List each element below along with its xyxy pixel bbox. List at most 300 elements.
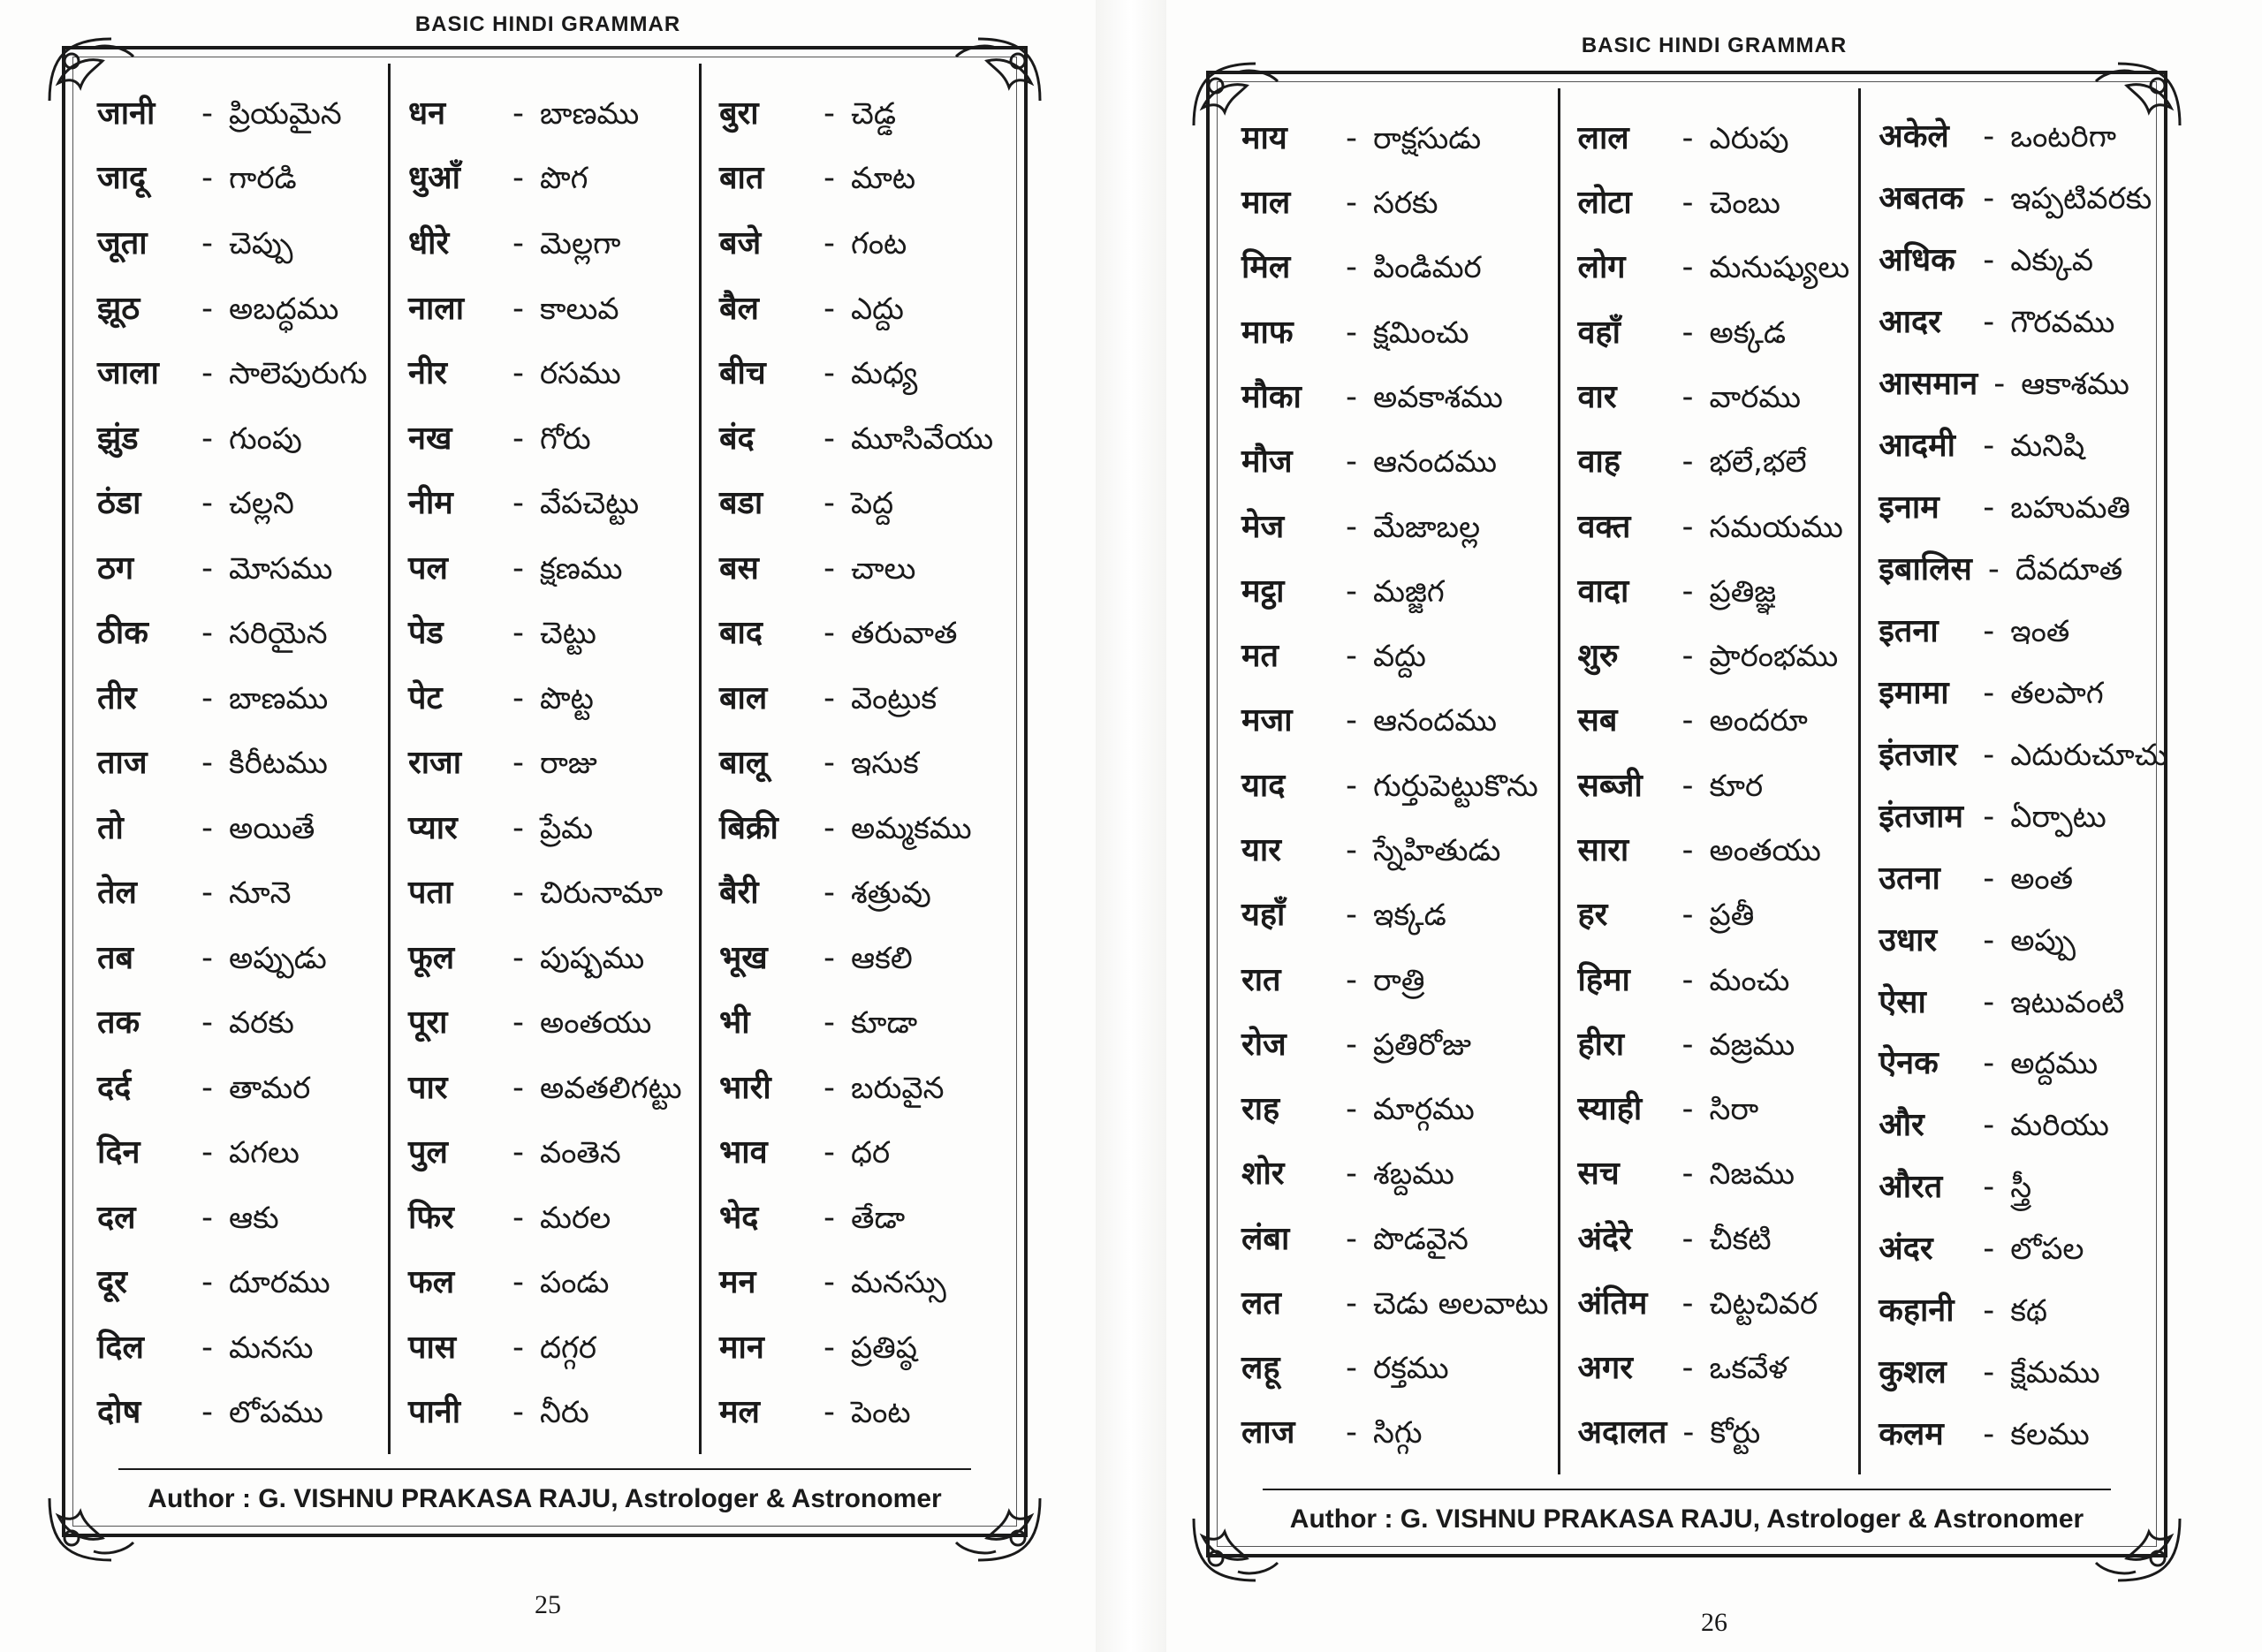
vocab-entry: [719, 616, 1001, 651]
telugu-meaning: మెల్లగా: [540, 225, 621, 261]
vocab-entry: [719, 681, 1001, 716]
telugu-meaning: పండు: [540, 1265, 610, 1301]
page-header: BASIC HINDI GRAMMAR: [414, 12, 681, 36]
separator-dash: -: [824, 1069, 835, 1106]
telugu-meaning: సాలెపురుగు: [229, 356, 368, 392]
hindi-word: बैल: [719, 290, 759, 327]
telugu-meaning: వేపచెట్టు: [540, 486, 640, 522]
telugu-meaning: పెంట: [851, 1395, 911, 1431]
vocab-entry: [408, 681, 690, 716]
separator-dash: -: [1983, 921, 1995, 959]
vocab-entry: [1879, 861, 2167, 897]
separator-dash: -: [1681, 249, 1694, 286]
telugu-meaning: వరకు: [229, 1005, 294, 1042]
hindi-word: दर्द: [97, 1069, 132, 1106]
vocab-entry: [1578, 1286, 1850, 1322]
separator-dash: -: [824, 160, 835, 197]
hindi-word: बस: [719, 549, 759, 587]
vocab-column: [699, 64, 1010, 1454]
vocab-column: [1224, 88, 1558, 1474]
left-page: [0, 0, 1096, 1652]
vocab-entry: [1578, 186, 1850, 221]
hindi-word: इमामा: [1879, 674, 1949, 711]
telugu-meaning: గోరు: [540, 421, 591, 457]
separator-dash: -: [1346, 961, 1357, 998]
telugu-meaning: బాణము: [540, 95, 640, 132]
vocab-entry: [408, 746, 690, 781]
vocab-entry: [408, 616, 690, 651]
hindi-word: औरत: [1879, 1169, 1943, 1206]
vocab-entry: [719, 811, 1001, 846]
telugu-meaning: పుష్పము: [540, 940, 645, 976]
hindi-word: राह: [1241, 1091, 1280, 1128]
vocab-entry: [719, 96, 1001, 132]
hindi-word: सब: [1577, 702, 1618, 739]
separator-dash: -: [201, 420, 213, 457]
telugu-meaning: పొడవైన: [1373, 1221, 1469, 1257]
vocab-entry: [1241, 963, 1549, 998]
telugu-meaning: స్నేహితుడు: [1373, 832, 1501, 868]
vocab-entry: [408, 811, 690, 846]
vocab-column: [80, 64, 388, 1454]
telugu-meaning: ప్రతిజ్ఞ: [1709, 573, 1777, 610]
vocab-entry: [1578, 315, 1850, 351]
hindi-word: मत: [1241, 638, 1279, 675]
vocab-entry: [97, 811, 379, 846]
telugu-meaning: అంతయు: [540, 1005, 652, 1042]
hindi-word: नख: [408, 420, 452, 457]
separator-dash: -: [201, 355, 213, 392]
vocab-column: [388, 64, 699, 1454]
vocab-entry: [719, 941, 1001, 976]
telugu-meaning: ప్రతీ: [1709, 898, 1755, 934]
hindi-word: माल: [1241, 185, 1291, 222]
separator-dash: -: [1346, 831, 1357, 868]
separator-dash: -: [824, 355, 835, 392]
vocab-entry: [1241, 1351, 1549, 1386]
telugu-meaning: ఇక్కడ: [1373, 898, 1446, 934]
vocab-entry: [1578, 963, 1850, 998]
separator-dash: -: [824, 290, 835, 327]
vocab-entry: [1578, 444, 1850, 480]
telugu-meaning: పగలు: [229, 1135, 300, 1171]
separator-dash: -: [201, 809, 213, 846]
hindi-word: मौज: [1241, 443, 1293, 481]
separator-dash: -: [201, 939, 213, 976]
separator-dash: -: [1681, 443, 1694, 481]
vocab-entry: [97, 551, 379, 587]
hindi-word: अंदर: [1879, 1231, 1933, 1268]
vocab-entry: [719, 1201, 1001, 1236]
page-number: 25: [535, 1590, 561, 1619]
separator-dash: -: [201, 290, 213, 327]
hindi-word: लहू: [1241, 1350, 1280, 1387]
hindi-word: फिर: [408, 1199, 454, 1236]
hindi-word: और: [1879, 1107, 1924, 1144]
separator-dash: -: [824, 939, 835, 976]
telugu-meaning: వారము: [1709, 379, 1802, 415]
separator-dash: -: [1987, 550, 2000, 587]
author-credit: Author : G. VISHNU PRAKASA RAJU, Astrologer & Astronomer: [1289, 1504, 2084, 1534]
vocab-entry: [1241, 769, 1549, 804]
hindi-word: अदालत: [1577, 1414, 1667, 1451]
telugu-meaning: లోపము: [229, 1395, 323, 1431]
separator-dash: -: [512, 160, 524, 197]
telugu-meaning: ప్రతిష్ఠ: [851, 1330, 918, 1366]
telugu-meaning: రాక్షసుడు: [1373, 120, 1482, 156]
telugu-meaning: గంట: [851, 225, 907, 261]
hindi-word: पास: [408, 1329, 457, 1366]
hindi-word: दल: [97, 1199, 136, 1236]
telugu-meaning: శబ్దము: [1373, 1156, 1454, 1193]
hindi-word: हर: [1577, 897, 1608, 934]
hindi-word: स्याही: [1577, 1091, 1643, 1128]
separator-dash: -: [1983, 1292, 1995, 1330]
vocab-entry: [719, 551, 1001, 587]
vocab-entry: [1879, 119, 2167, 155]
telugu-meaning: నిజము: [1709, 1156, 1795, 1193]
separator-dash: -: [1346, 767, 1357, 804]
separator-dash: -: [512, 290, 524, 327]
hindi-word: माय: [1241, 119, 1287, 156]
hindi-word: तेल: [97, 875, 137, 912]
hindi-word: दूर: [97, 1264, 127, 1301]
separator-dash: -: [824, 224, 835, 261]
vocab-entry: [719, 356, 1001, 391]
vocab-entry: [1578, 1415, 1850, 1451]
separator-dash: -: [1346, 572, 1357, 610]
telugu-meaning: మంచు: [1709, 962, 1790, 998]
telugu-meaning: గుర్తుపెట్టుకొను: [1373, 768, 1538, 804]
telugu-meaning: స్త్రీ: [2010, 1170, 2032, 1206]
hindi-word: इंतजाम: [1879, 798, 1963, 835]
telugu-meaning: చిరునామా: [540, 875, 664, 912]
hindi-word: यार: [1241, 831, 1281, 868]
separator-dash: -: [201, 1394, 213, 1431]
separator-dash: -: [1681, 378, 1694, 415]
separator-dash: -: [824, 95, 835, 132]
telugu-meaning: లోపల: [2010, 1231, 2084, 1268]
vocab-entry: [1241, 1286, 1549, 1322]
telugu-meaning: చెట్టు: [540, 616, 596, 652]
author-divider: [1263, 1489, 2111, 1490]
separator-dash: -: [1983, 242, 1995, 279]
telugu-meaning: చెడు అలవాటు: [1373, 1285, 1549, 1322]
vocab-entry: [408, 1201, 690, 1236]
vocab-entry: [1879, 614, 2167, 649]
hindi-word: लाल: [1577, 119, 1629, 156]
hindi-word: पानी: [408, 1394, 461, 1431]
separator-dash: -: [512, 420, 524, 457]
vocab-entry: [719, 746, 1001, 781]
vocab-entry: [97, 1330, 379, 1366]
separator-dash: -: [1983, 180, 1995, 217]
separator-dash: -: [824, 1329, 835, 1366]
separator-dash: -: [201, 1329, 213, 1366]
telugu-meaning: భలే,భలే: [1709, 444, 1807, 481]
separator-dash: -: [1983, 118, 1995, 155]
vocab-entry: [97, 356, 379, 391]
separator-dash: -: [1346, 119, 1357, 156]
telugu-meaning: మరియు: [2010, 1108, 2109, 1144]
hindi-word: अंतिम: [1577, 1284, 1648, 1322]
hindi-word: मिल: [1241, 249, 1291, 286]
hindi-word: बिक्री: [719, 809, 778, 846]
telugu-meaning: అవకాశము: [1373, 379, 1503, 415]
telugu-meaning: రాత్రి: [1373, 962, 1425, 998]
vocab-entry: [408, 875, 690, 911]
separator-dash: -: [512, 939, 524, 976]
separator-dash: -: [201, 1069, 213, 1106]
telugu-meaning: ఎరుపు: [1709, 120, 1789, 156]
vocab-entry: [1578, 380, 1850, 415]
hindi-word: झूठ: [97, 290, 140, 327]
telugu-meaning: ప్రారంభము: [1709, 639, 1839, 675]
separator-dash: -: [1681, 1220, 1694, 1257]
page-header: BASIC HINDI GRAMMAR: [1581, 34, 1848, 57]
separator-dash: -: [1682, 1414, 1695, 1451]
telugu-meaning: మార్గము: [1373, 1092, 1475, 1128]
hindi-word: ऐसा: [1879, 983, 1926, 1020]
separator-dash: -: [1983, 983, 1995, 1020]
page-frame: [1206, 71, 2167, 1557]
telugu-meaning: దూరము: [229, 1265, 330, 1301]
vocab-entry: [1241, 121, 1549, 156]
separator-dash: -: [824, 1004, 835, 1042]
hindi-word: प्यार: [408, 809, 458, 846]
author-credit: Author : G. VISHNU PRAKASA RAJU, Astrologer & Astronomer: [148, 1484, 942, 1513]
telugu-meaning: ఇప్పటివరకు: [2010, 181, 2152, 217]
hindi-word: आसमान: [1879, 365, 1978, 402]
separator-dash: -: [512, 1199, 524, 1236]
vocab-entry: [1879, 799, 2167, 835]
vocab-entry: [719, 1071, 1001, 1106]
hindi-word: पार: [408, 1069, 448, 1106]
telugu-meaning: ప్రతిరోజు: [1373, 1027, 1471, 1063]
separator-dash: -: [1993, 365, 2006, 402]
telugu-meaning: ధర: [851, 1135, 891, 1171]
telugu-meaning: కూర: [1709, 768, 1764, 804]
separator-dash: -: [824, 420, 835, 457]
telugu-meaning: చెడ్డ: [851, 95, 896, 132]
vocab-entry: [408, 1071, 690, 1106]
hindi-word: दोष: [97, 1394, 141, 1431]
hindi-word: पेट: [408, 679, 443, 716]
vocab-entry: [97, 941, 379, 976]
telugu-meaning: పొట్ట: [540, 680, 594, 716]
vocab-entry: [719, 486, 1001, 521]
hindi-word: याद: [1241, 767, 1286, 804]
hindi-word: जादू: [97, 160, 147, 197]
telugu-meaning: తరువాత: [851, 616, 958, 652]
vocab-entry: [1241, 186, 1549, 221]
hindi-word: पूरा: [408, 1004, 448, 1042]
vocab-entry: [719, 1330, 1001, 1366]
separator-dash: -: [512, 485, 524, 522]
hindi-word: मान: [719, 1329, 764, 1366]
telugu-meaning: చాలు: [851, 550, 916, 587]
vocab-entry: [719, 226, 1001, 261]
telugu-meaning: మాట: [851, 161, 916, 197]
telugu-meaning: మనిషి: [2010, 428, 2085, 464]
vocab-entry: [719, 421, 1001, 457]
hindi-word: नाला: [408, 290, 465, 327]
vocab-entry: [408, 1265, 690, 1300]
telugu-meaning: తామర: [229, 1070, 311, 1106]
vocab-entry: [719, 875, 1001, 911]
telugu-meaning: నీరు: [540, 1395, 589, 1431]
separator-dash: -: [1983, 1045, 1995, 1082]
separator-dash: -: [1681, 638, 1694, 675]
telugu-meaning: మరల: [540, 1200, 611, 1236]
separator-dash: -: [512, 679, 524, 716]
vocab-entry: [1879, 552, 2167, 587]
vocab-entry: [1241, 444, 1549, 480]
separator-dash: -: [824, 1264, 835, 1301]
separator-dash: -: [1681, 185, 1694, 222]
separator-dash: -: [1983, 1416, 1995, 1453]
telugu-meaning: కోర్టు: [1710, 1415, 1761, 1451]
telugu-meaning: అక్కడ: [1709, 314, 1787, 351]
separator-dash: -: [201, 485, 213, 522]
hindi-word: अबतक: [1879, 180, 1964, 217]
hindi-word: पल: [408, 549, 448, 587]
telugu-meaning: ఎదురుచూచు: [2010, 737, 2168, 773]
telugu-meaning: తేడా: [851, 1200, 906, 1236]
telugu-meaning: దగ్గర: [540, 1330, 596, 1366]
hindi-word: फूल: [408, 939, 455, 976]
hindi-word: पेड: [408, 615, 444, 652]
vocab-entry: [408, 421, 690, 457]
vocab-entry: [1578, 898, 1850, 933]
hindi-word: वादा: [1577, 572, 1629, 610]
telugu-meaning: మధ్య: [851, 356, 918, 392]
hindi-word: भूख: [719, 939, 768, 976]
separator-dash: -: [1346, 1156, 1357, 1193]
separator-dash: -: [512, 549, 524, 587]
hindi-word: भारी: [719, 1069, 771, 1106]
separator-dash: -: [1346, 1220, 1357, 1257]
hindi-word: ठीक: [97, 615, 148, 652]
separator-dash: -: [512, 615, 524, 652]
separator-dash: -: [512, 875, 524, 912]
telugu-meaning: చెప్పు: [229, 225, 293, 261]
vocab-entry: [719, 1005, 1001, 1041]
telugu-meaning: రక్తము: [1373, 1351, 1449, 1387]
separator-dash: -: [824, 549, 835, 587]
vocab-entry: [97, 746, 379, 781]
separator-dash: -: [1346, 314, 1357, 351]
vocab-column: [1858, 88, 2176, 1474]
telugu-meaning: అందరూ: [1709, 703, 1808, 739]
hindi-word: भाव: [719, 1134, 768, 1171]
vocab-entry: [1879, 490, 2167, 526]
telugu-meaning: దేవదూత: [2015, 551, 2123, 587]
separator-dash: -: [1346, 249, 1357, 286]
separator-dash: -: [512, 1134, 524, 1171]
hindi-word: हीरा: [1577, 1026, 1625, 1063]
separator-dash: -: [201, 1004, 213, 1042]
vocab-entry: [1241, 250, 1549, 285]
telugu-meaning: కలము: [2010, 1417, 2090, 1453]
separator-dash: -: [512, 1264, 524, 1301]
telugu-meaning: ఆకు: [229, 1200, 279, 1236]
hindi-word: तक: [97, 1004, 140, 1042]
vocab-entry: [408, 226, 690, 261]
vocab-entry: [1879, 923, 2167, 959]
telugu-meaning: ఆకాశము: [2021, 366, 2129, 402]
separator-dash: -: [1346, 1091, 1357, 1128]
vocab-entry: [1578, 1156, 1850, 1192]
vocab-entry: [97, 161, 379, 196]
hindi-word: वक्त: [1577, 508, 1631, 545]
separator-dash: -: [201, 1134, 213, 1171]
hindi-word: भी: [719, 1004, 750, 1042]
telugu-meaning: వెంట్రుక: [851, 680, 937, 716]
telugu-meaning: ఆకలి: [851, 940, 913, 976]
hindi-word: बीच: [719, 355, 766, 392]
vocab-entry: [97, 486, 379, 521]
telugu-meaning: రసము: [540, 356, 621, 392]
vocab-entry: [97, 1265, 379, 1300]
vocab-entry: [1578, 703, 1850, 739]
separator-dash: -: [1681, 1284, 1694, 1322]
separator-dash: -: [1681, 119, 1694, 156]
vocab-entry: [97, 1395, 379, 1430]
vocab-entry: [408, 1395, 690, 1430]
vocab-entry: [1879, 305, 2167, 340]
separator-dash: -: [1681, 1350, 1694, 1387]
telugu-meaning: ఆనందము: [1373, 444, 1497, 481]
hindi-word: बात: [719, 160, 764, 197]
hindi-word: मल: [719, 1394, 760, 1431]
author-divider: [118, 1468, 971, 1470]
separator-dash: -: [1681, 314, 1694, 351]
separator-dash: -: [824, 1394, 835, 1431]
separator-dash: -: [201, 615, 213, 652]
separator-dash: -: [201, 679, 213, 716]
separator-dash: -: [1681, 1091, 1694, 1128]
hindi-word: नीर: [408, 355, 448, 392]
book-gutter: [1096, 0, 1166, 1652]
separator-dash: -: [824, 485, 835, 522]
telugu-meaning: చల్లని: [229, 486, 294, 522]
telugu-meaning: ఏర్పాటు: [2010, 799, 2106, 835]
separator-dash: -: [1346, 443, 1357, 481]
separator-dash: -: [201, 1199, 213, 1236]
hindi-word: लोग: [1577, 249, 1626, 286]
vocab-entry: [1241, 898, 1549, 933]
vocab-entry: [1241, 1092, 1549, 1127]
separator-dash: -: [1983, 304, 1995, 341]
hindi-word: कहानी: [1879, 1292, 1955, 1330]
separator-dash: -: [1681, 961, 1694, 998]
telugu-meaning: సిగ్గు: [1373, 1415, 1423, 1451]
telugu-meaning: వజ్రము: [1709, 1027, 1795, 1063]
vocab-entry: [1241, 315, 1549, 351]
hindi-word: अगर: [1577, 1350, 1634, 1387]
hindi-word: तो: [97, 809, 124, 846]
vocab-entry: [97, 875, 379, 911]
vocab-entry: [97, 292, 379, 327]
separator-dash: -: [1346, 508, 1357, 545]
vocab-entry: [1241, 639, 1549, 674]
hindi-word: लोटा: [1577, 185, 1632, 222]
vocab-entry: [1879, 738, 2167, 773]
vocab-entry: [1241, 380, 1549, 415]
hindi-word: बैरी: [719, 875, 759, 912]
separator-dash: -: [1681, 572, 1694, 610]
